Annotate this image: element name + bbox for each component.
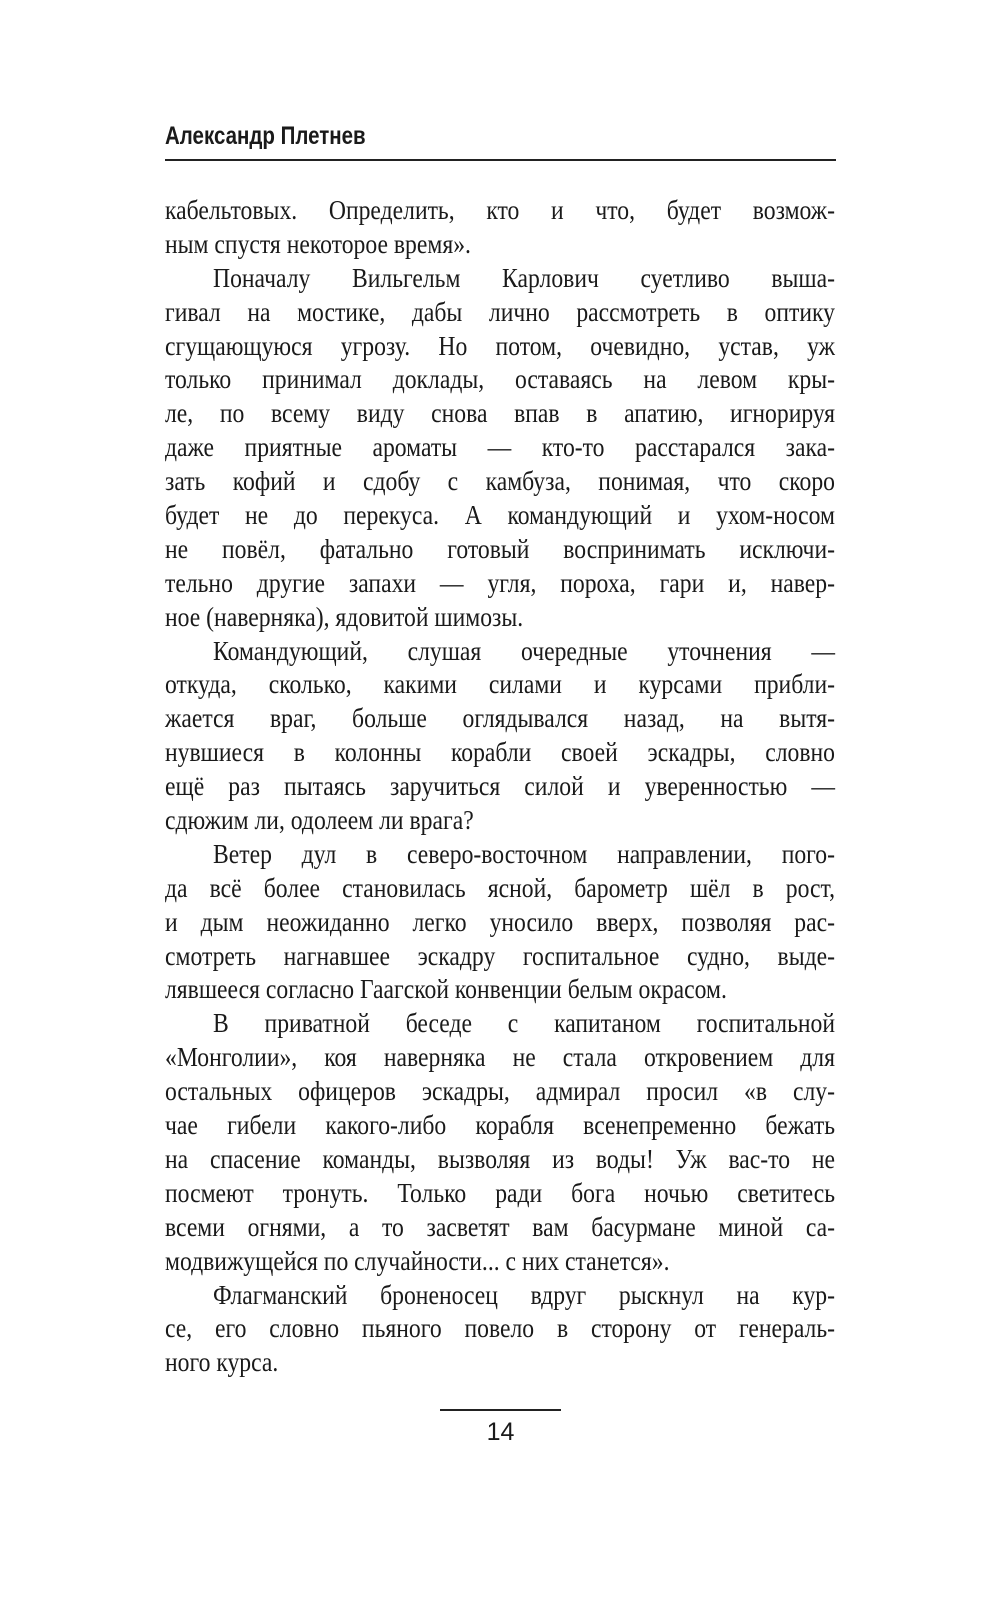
text-line-content: Поначалу Вильгельм Карлович суетливо выша- bbox=[213, 261, 835, 293]
text-line bbox=[165, 1006, 835, 1040]
text-line-content: гивал на мостике, дабы лично рассмотреть в оптику bbox=[165, 295, 835, 327]
text-line-content: зать кофий и сдобу с камбуза, понимая, что скоро bbox=[165, 465, 835, 497]
text-line-content: лявшееся согласно Гаагской конвенции белым окрасом. bbox=[165, 973, 727, 1005]
text-line bbox=[165, 396, 835, 430]
text-line-content: не повёл, фатально готовый воспринимать исключи- bbox=[165, 532, 835, 564]
text-line bbox=[165, 939, 835, 973]
text-line-content: чае гибели какого-либо корабля всенепременно бежать bbox=[165, 1109, 835, 1141]
text-line bbox=[165, 1311, 835, 1345]
text-line bbox=[165, 261, 835, 295]
text-line bbox=[165, 227, 835, 261]
text-line bbox=[165, 634, 835, 668]
text-line-content: и дым неожиданно легко уносило вверх, позволяя рас- bbox=[165, 905, 835, 937]
text-line bbox=[165, 1040, 835, 1074]
text-line bbox=[165, 972, 835, 1006]
text-line bbox=[165, 735, 835, 769]
text-line bbox=[165, 871, 835, 905]
text-line-content: ное (наверняка), ядовитой шимозы. bbox=[165, 600, 524, 632]
text-line bbox=[165, 905, 835, 939]
text-line bbox=[165, 362, 835, 396]
text-line-content: Флагманский броненосец вдруг рыскнул на кур- bbox=[213, 1278, 835, 1310]
text-line bbox=[165, 769, 835, 803]
text-line-content: всеми огнями, а то засветят вам басурмане миной са- bbox=[165, 1210, 835, 1242]
text-line bbox=[165, 329, 835, 363]
text-line bbox=[165, 1108, 835, 1142]
text-line bbox=[165, 1345, 835, 1379]
text-line bbox=[165, 566, 835, 600]
text-line-content: «Монголии», коя наверняка не стала откровением для bbox=[165, 1041, 835, 1073]
running-head-author: Александр Плетнев bbox=[165, 122, 366, 150]
text-line-content: смотреть нагнавшее эскадру госпитальное судно, выде- bbox=[165, 939, 835, 971]
text-line-content: откуда, сколько, какими силами и курсами прибли- bbox=[165, 668, 835, 700]
text-line bbox=[165, 803, 835, 837]
body-text bbox=[165, 193, 835, 1379]
text-line-content: будет не до перекуса. А командующий и ухом-носом bbox=[165, 499, 835, 531]
text-line bbox=[165, 193, 835, 227]
text-line-content: В приватной беседе с капитаном госпитальной bbox=[213, 1007, 835, 1039]
text-line bbox=[165, 701, 835, 735]
footer-rule bbox=[440, 1409, 561, 1411]
page-number: 14 bbox=[486, 1418, 515, 1446]
text-line bbox=[165, 1210, 835, 1244]
text-line-content: сгущающуюся угрозу. Но потом, очевидно, устав, уж bbox=[165, 329, 835, 361]
header-rule bbox=[165, 159, 836, 161]
text-line-content: ещё раз пытаясь заручиться силой и уверенностью — bbox=[165, 770, 835, 802]
text-line-content: сдюжим ли, одолеем ли врага? bbox=[165, 804, 474, 836]
text-line-content: ного курса. bbox=[165, 1346, 279, 1378]
text-line-content: только принимал доклады, оставаясь на левом кры- bbox=[165, 363, 835, 395]
text-line bbox=[165, 1074, 835, 1108]
text-line-content: даже приятные ароматы — кто-то расстарался зака- bbox=[165, 431, 835, 463]
text-line bbox=[165, 1142, 835, 1176]
text-line bbox=[165, 430, 835, 464]
text-line-content: Командующий, слушая очередные уточнения — bbox=[213, 634, 835, 666]
text-line bbox=[165, 1278, 835, 1312]
text-line bbox=[165, 532, 835, 566]
text-line bbox=[165, 295, 835, 329]
text-line-content: Ветер дул в северо-восточном направлении, пого- bbox=[213, 837, 835, 869]
text-line-content: кабельтовых. Определить, кто и что, будет возмож- bbox=[165, 194, 835, 225]
text-line-content: ле, по всему виду снова впав в апатию, игнорируя bbox=[165, 397, 835, 429]
text-line bbox=[165, 1244, 835, 1278]
text-line bbox=[165, 600, 835, 634]
text-line-content: посмеют тронуть. Только ради бога ночью светитесь bbox=[165, 1176, 835, 1208]
text-line-content: остальных офицеров эскадры, адмирал просил «в слу- bbox=[165, 1075, 835, 1107]
text-line-content: тельно другие запахи — угля, пороха, гари и, навер- bbox=[165, 566, 835, 598]
text-line bbox=[165, 1176, 835, 1210]
text-line bbox=[165, 464, 835, 498]
text-line bbox=[165, 498, 835, 532]
text-line-content: нувшиеся в колонны корабли своей эскадры, словно bbox=[165, 736, 835, 768]
text-line-content: на спасение команды, вызволяя из воды! Уж вас-то не bbox=[165, 1142, 835, 1174]
text-line-content: ным спустя некоторое время». bbox=[165, 227, 471, 259]
text-line bbox=[165, 667, 835, 701]
text-line-content: модвижущейся по случайности... с них станется». bbox=[165, 1244, 670, 1276]
text-line bbox=[165, 837, 835, 871]
text-line-content: жается враг, больше оглядывался назад, на вытя- bbox=[165, 702, 835, 734]
text-line-content: да всё более становилась ясной, барометр шёл в рост, bbox=[165, 871, 835, 903]
text-line-content: се, его словно пьяного повело в сторону от генераль- bbox=[165, 1312, 835, 1344]
